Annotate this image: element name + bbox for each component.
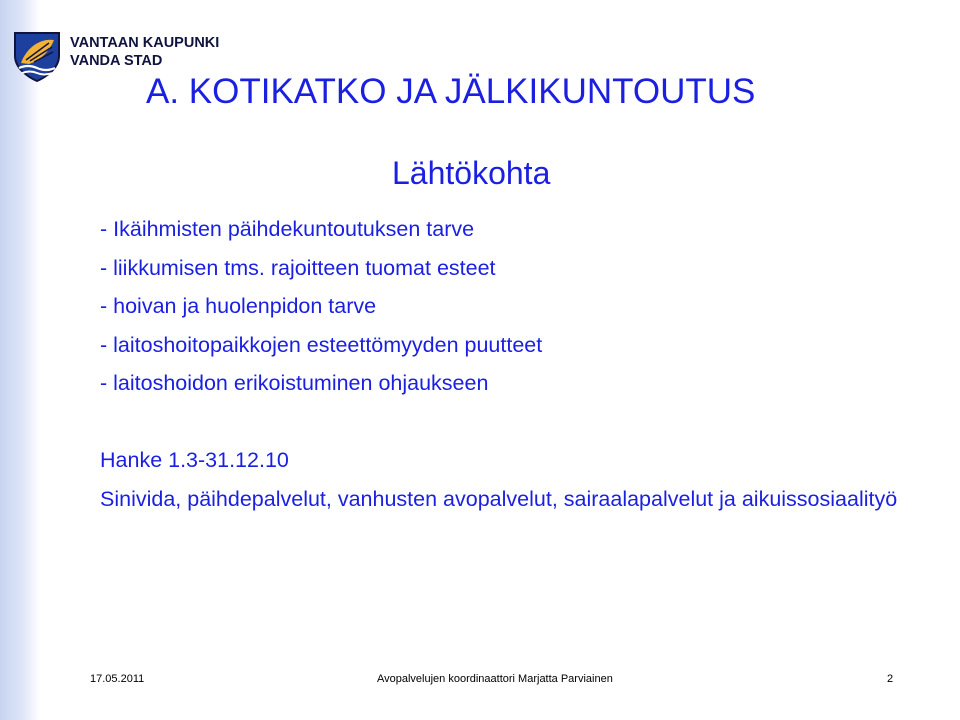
project-partners: Sinivida, päihdepalvelut, vanhusten avopalvelut, sairaalapalvelut ja aikuissosiaalityö xyxy=(100,487,898,511)
bullet-item: - liikkumisen tms. rajoitteen tuomat esteet xyxy=(100,255,496,280)
bullet-list xyxy=(100,214,542,407)
city-crest-logo xyxy=(12,30,62,89)
slide-title: A. KOTIKATKO JA JÄLKIKUNTOUTUS xyxy=(146,72,756,111)
organization-name xyxy=(70,34,219,70)
org-name-finnish: VANTAAN KAUPUNKI xyxy=(70,35,220,51)
footer-date: 17.05.2011 xyxy=(90,673,145,685)
bullet-item: - laitoshoidon erikoistuminen ohjaukseen xyxy=(100,371,489,395)
bullet-item: - hoivan ja huolenpidon tarve xyxy=(100,294,377,318)
org-name-swedish: VANDA STAD xyxy=(70,53,163,69)
project-dates: Hanke 1.3-31.12.10 xyxy=(100,448,289,472)
bullet-item: - Ikäihmisten päihdekuntoutuksen tarve xyxy=(100,217,475,241)
slide-subtitle: Lähtökohta xyxy=(392,155,551,191)
footer-page-number: 2 xyxy=(887,673,894,685)
footer-author: Avopalvelujen koordinaattori Marjatta Parviainen xyxy=(377,673,613,685)
bullet-item: - laitoshoitopaikkojen esteettömyyden puutteet xyxy=(100,332,543,357)
side-gradient-bar xyxy=(0,0,40,720)
